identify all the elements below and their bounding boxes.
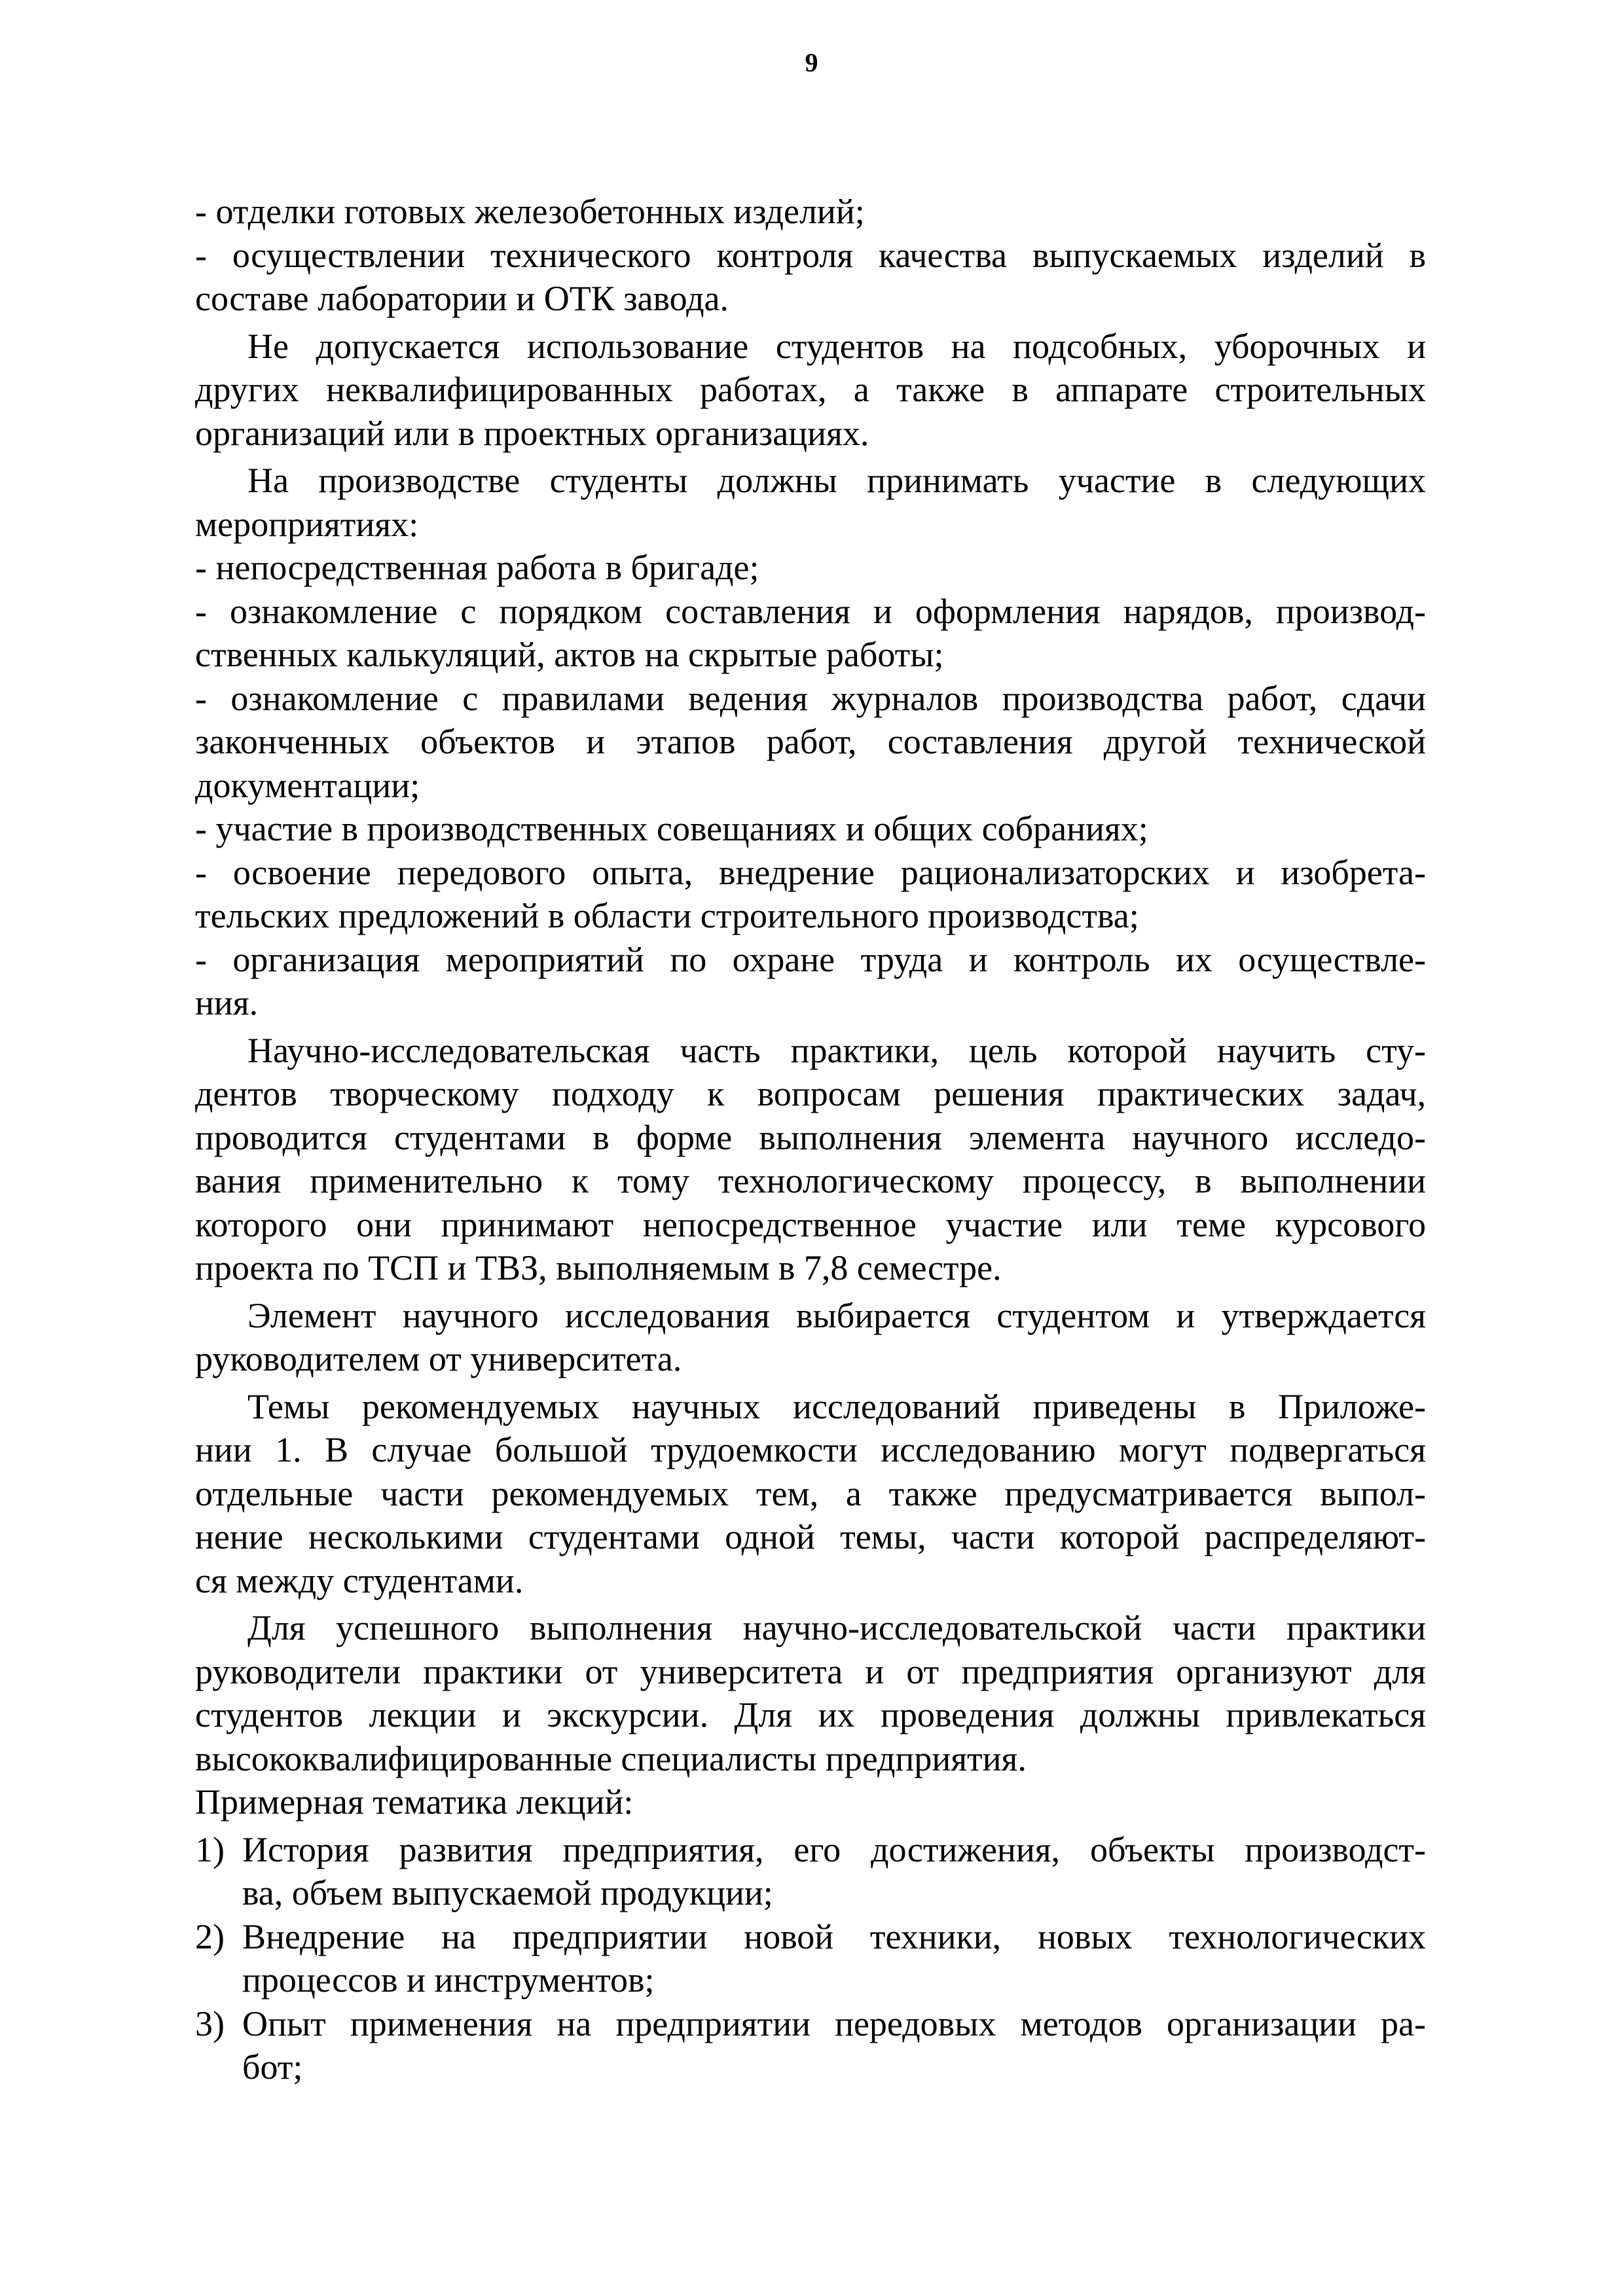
list-item-number: 3): [195, 2003, 225, 2043]
text-line: других неквалифицированных работах, а также в аппарате строительных: [195, 370, 1426, 409]
paragraph: [195, 1606, 1426, 1824]
text-line: ся между студентами.: [195, 1560, 524, 1600]
text-line: проекта по ТСП и ТВЗ, выполняемым в 7,8 семестре.: [195, 1248, 1002, 1287]
list-item-text: Опыт применения на предприятии передовых методов организации ра-: [242, 2003, 1426, 2043]
text-line: - осуществлении технического контроля качества выпускаемых изделий в: [195, 235, 1426, 275]
text-line: нение несколькими студентами одной темы, части которой распределяют-: [195, 1517, 1426, 1556]
text-line: которого они принимают непосредственное участие или теме курсового: [195, 1204, 1426, 1244]
text-line: - ознакомление с правилами ведения журналов производства работ, сдачи: [195, 678, 1426, 718]
text-line: Не допускается использование студентов на подсобных, уборочных и: [247, 326, 1426, 366]
text-line: Примерная тематика лекций:: [195, 1782, 634, 1821]
text-line: руководители практики от университета и от предприятия организуют для: [195, 1651, 1426, 1691]
paragraph: [195, 190, 1426, 321]
text-line: дентов творческому подходу к вопросам решения практических задач,: [195, 1074, 1426, 1113]
paragraph: [195, 325, 1426, 456]
paragraph: [195, 1385, 1426, 1603]
text-line: - ознакомление с порядком составления и оформления нарядов, производ-: [195, 591, 1426, 631]
paragraph: [195, 1029, 1426, 1290]
list-item: [195, 1828, 1426, 1915]
text-line: - участие в производственных совещаниях и общих собраниях;: [195, 809, 1148, 848]
text-line: студентов лекции и экскурсии. Для их проведения должны привлекаться: [195, 1695, 1426, 1734]
list-item-number: 2): [195, 1916, 225, 1956]
list-item: [195, 1915, 1426, 2002]
text-line: документации;: [195, 765, 420, 805]
list-item: [195, 2002, 1426, 2089]
text-line: руководителем от университета.: [195, 1339, 682, 1378]
text-line: Научно-исследовательская часть практики, цель которой научить сту-: [247, 1030, 1426, 1070]
text-line: вания применительно к тому технологическому процессу, в выполнении: [195, 1161, 1426, 1200]
text-line: высококвалифицированные специалисты предприятия.: [195, 1738, 1027, 1778]
text-line: - отделки готовых железобетонных изделий;: [195, 192, 865, 231]
text-line: - непосредственная работа в бригаде;: [195, 548, 759, 587]
list-item-text: История развития предприятия, его достижения, объекты производст-: [242, 1829, 1426, 1869]
text-line: проводится студентами в форме выполнения элемента научного исследо-: [195, 1117, 1426, 1157]
list-item-number: 1): [195, 1829, 225, 1869]
text-line: организаций или в проектных организациях.: [195, 413, 869, 453]
numbered-list: [195, 1828, 1426, 2089]
text-line: - организация мероприятий по охране труда и контроль их осуществле-: [195, 939, 1426, 979]
list-item-text: процессов и инструментов;: [242, 1960, 655, 2000]
text-line: - освоение передового опыта, внедрение рационализаторских и изобрета-: [195, 852, 1426, 892]
text-line: отдельные части рекомендуемых тем, а также предусматривается выпол-: [195, 1473, 1426, 1513]
list-item-text: бот;: [242, 2047, 303, 2087]
text-line: Для успешного выполнения научно-исследовательской части практики: [247, 1608, 1426, 1647]
list-item-text: ва, объем выпускаемой продукции;: [242, 1873, 773, 1912]
text-line: ственных калькуляций, актов на скрытые работы;: [195, 635, 944, 674]
text-line: На производстве студенты должны принимать участие в следующих: [247, 461, 1426, 500]
text-line: ния.: [195, 983, 259, 1022]
text-line: нии 1. В случае большой трудоемкости исследованию могут подвергаться: [195, 1430, 1426, 1469]
text-line: составе лаборатории и ОТК завода.: [195, 279, 729, 318]
paragraph: [195, 459, 1426, 1025]
text-line: законченных объектов и этапов работ, составления другой технической: [195, 722, 1426, 761]
text-line: мероприятиях:: [195, 504, 419, 544]
document-body: [195, 190, 1426, 2089]
text-line: Темы рекомендуемых научных исследований приведены в Приложе-: [247, 1386, 1426, 1426]
list-item-text: Внедрение на предприятии новой техники, новых технологических: [242, 1916, 1426, 1956]
paragraph: [195, 1294, 1426, 1381]
text-line: тельских предложений в области строительного производства;: [195, 896, 1139, 935]
page-number: 9: [805, 48, 818, 77]
text-line: Элемент научного исследования выбирается студентом и утверждается: [247, 1295, 1426, 1335]
